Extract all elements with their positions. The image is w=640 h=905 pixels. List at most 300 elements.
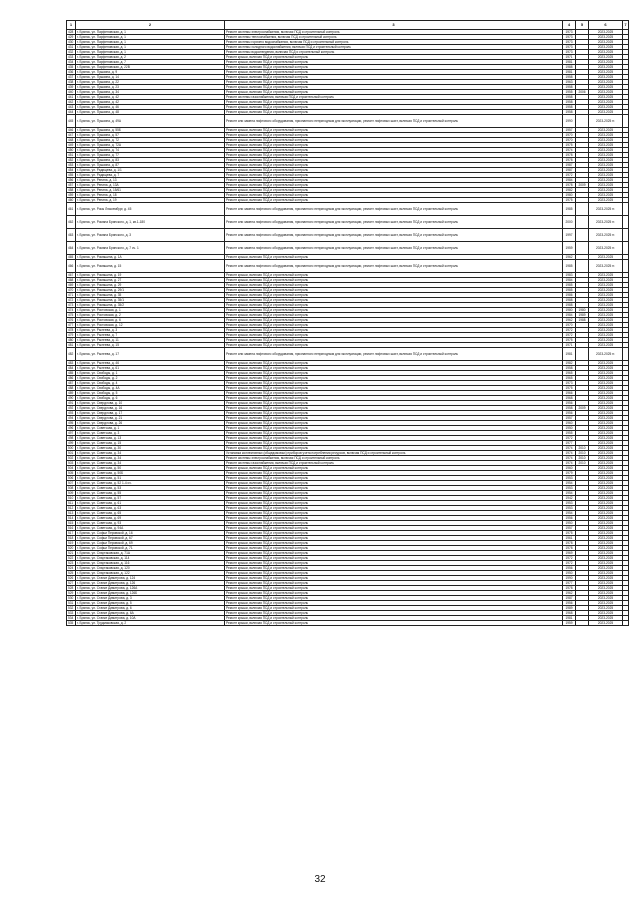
row-address: г. Брянск, ул. Советская, д. 93 [76, 521, 225, 526]
row-year: 1988 [563, 298, 576, 303]
row-work-type: Ремонт крыши, включая ПСД и строительный контроль [225, 361, 563, 366]
row-period: 2023-2025 [589, 85, 623, 90]
row-year: 1961 [563, 536, 576, 541]
row-work-type: Ремонт крыши, включая ПСД и строительный контроль [225, 576, 563, 581]
row-period: 2023-2025 [589, 526, 623, 531]
row-work-type: Ремонт крыши, включая ПСД и строительный контроль [225, 611, 563, 616]
row-address: г. Брянск, ул. Советская, д. 69 [76, 516, 225, 521]
row-work-type: Ремонт крыши, включая ПСД и строительный контроль [225, 153, 563, 158]
row-number: 447 [67, 133, 76, 138]
row-year: 1990 [563, 576, 576, 581]
row-period: 2023-2025 [589, 511, 623, 516]
row-address: г. Брянск, ул. Свободы, д. 1 [76, 371, 225, 376]
row-year: 1970 [563, 323, 576, 328]
row-address: г. Брянск, ул. Репина, д. 13А [76, 183, 225, 188]
row-work-type: Ремонт крыши, включая ПСД и строительный контроль [225, 128, 563, 133]
row-year: 1955 [563, 90, 576, 95]
row-year: 1969 [563, 551, 576, 556]
row-address: г. Брянск, ул. Пушкина, д. 57 [76, 133, 225, 138]
row-address: г. Брянск, ул. Пушкина, д. 14 [76, 75, 225, 80]
table-row [67, 203, 629, 216]
row-year: 1962 [563, 591, 576, 596]
row-period: 2023-2025 [589, 596, 623, 601]
row-work-type: Ремонт крыши, включая ПСД и строительный контроль [225, 318, 563, 323]
row-address: г. Брянск, ул. Станке Димитрова, д. 126 [76, 581, 225, 586]
row-number: 525 [67, 571, 76, 576]
row-period: 2023-2025 [589, 536, 623, 541]
row-year: 1972 [563, 436, 576, 441]
row-work-type: Ремонт крыши, включая ПСД и строительный контроль [225, 616, 563, 621]
row-year: 1965 [563, 376, 576, 381]
row-year: 1978 [563, 586, 576, 591]
row-extra [623, 203, 629, 216]
row-period: 2023-2025 [589, 546, 623, 551]
row-period: 2023-2025 [589, 476, 623, 481]
row-work-type: Ремонт крыши, включая ПСД и строительный контроль [225, 298, 563, 303]
row-number: 524 [67, 566, 76, 571]
row-period: 2023-2025 [589, 183, 623, 188]
row-address: г. Брянск, ул. Пушкина, д. 72 [76, 138, 225, 143]
row-number: 440 [67, 90, 76, 95]
row-number: 459 [67, 193, 76, 198]
row-number: 480 [67, 338, 76, 343]
row-address: г. Брянск, ул. Спартаковская, д. 71А [76, 551, 225, 556]
row-number: 517 [67, 531, 76, 536]
row-year: 1956 [563, 401, 576, 406]
row-period: 2023-2025 [589, 110, 623, 115]
row-period: 2023-2025 гг. [589, 203, 623, 216]
row-year-renovated: 2006 [576, 90, 589, 95]
row-year: 1968 [563, 611, 576, 616]
row-address: г. Брянск, ул. Ромашина, д. 15 [76, 260, 225, 273]
row-number: 429 [67, 35, 76, 40]
row-address: г. Брянск, ул. Станке Димитрова, д. 6А [76, 611, 225, 616]
row-number: 511 [67, 501, 76, 506]
row-address: г. Брянск, ул. Советская, д. 65 [76, 511, 225, 516]
row-year: 1978 [563, 546, 576, 551]
row-work-type: Ремонт крыши, включая ПСД и строительный контроль [225, 586, 563, 591]
row-year: 1985 [563, 288, 576, 293]
row-number: 431 [67, 45, 76, 50]
row-number: 458 [67, 188, 76, 193]
row-year: 1958 [563, 406, 576, 411]
row-year: 1965 [563, 371, 576, 376]
row-address: г. Брянск, ул. Парфеновская, д. 7 [76, 60, 225, 65]
row-work-type: Ремонт крыши, включая ПСД и строительный контроль [225, 416, 563, 421]
row-year: 1984 [563, 278, 576, 283]
row-year-renovated [576, 260, 589, 273]
row-work-type: Ремонт крыши, включая ПСД и строительный контроль [225, 376, 563, 381]
row-period: 2023-2025 [589, 100, 623, 105]
row-work-type: Ремонт крыши, включая ПСД и строительный контроль [225, 621, 563, 626]
row-number: 457 [67, 183, 76, 188]
row-period: 2023-2025 [589, 361, 623, 366]
row-year-renovated: 1980 [576, 308, 589, 313]
row-address: г. Брянск, ул. Станке Димитрова, д. 3 [76, 596, 225, 601]
row-work-type: Ремонт крыши, включая ПСД и строительный контроль [225, 255, 563, 260]
row-work-type: Ремонт крыши, включая ПСД и строительный контроль [225, 90, 563, 95]
row-work-type: Ремонт крыши, включая ПСД и строительный контроль [225, 386, 563, 391]
row-number: 468 [67, 278, 76, 283]
row-number: 442 [67, 100, 76, 105]
row-year: 1974 [563, 456, 576, 461]
row-year-renovated [576, 621, 589, 626]
row-address: г. Брянск, ул. Советская, д. 13 [76, 436, 225, 441]
row-number: 494 [67, 416, 76, 421]
row-period: 2023-2025 [589, 591, 623, 596]
row-year: 1987 [563, 596, 576, 601]
row-period: 2023-2025 [589, 396, 623, 401]
row-period: 2023-2025 [589, 456, 623, 461]
row-number: 454 [67, 168, 76, 173]
row-period: 2023-2025 [589, 516, 623, 521]
row-address: г. Брянск, ул. Ростовская, д. 2 [76, 313, 225, 318]
row-period: 2023-2025 [589, 621, 623, 626]
row-address: г. Брянск, ул. Парфеновская, д. 2 [76, 55, 225, 60]
row-number: 464 [67, 242, 76, 255]
row-period: 2023-2025 [589, 70, 623, 75]
row-period: 2023-2025 [589, 90, 623, 95]
row-number: 482 [67, 348, 76, 361]
row-work-type: Ремонт крыши, включая ПСД и строительный контроль [225, 596, 563, 601]
row-work-type: Ремонт крыши, включая ПСД и строительный контроль [225, 501, 563, 506]
row-year: 1962 [563, 318, 576, 323]
row-period: 2023-2025 [589, 371, 623, 376]
row-work-type: Ремонт системы газоснабжения, включая ПСД и строительный контроль [225, 461, 563, 466]
row-number: 488 [67, 386, 76, 391]
row-period: 2023-2025 [589, 501, 623, 506]
row-address: г. Брянск, ул. Репина, д. 18 [76, 193, 225, 198]
row-work-type: Ремонт крыши, включая ПСД и строительный контроль [225, 591, 563, 596]
row-year: 1975 [563, 143, 576, 148]
row-number: 518 [67, 536, 76, 541]
row-year: 1975 [563, 338, 576, 343]
row-number: 455 [67, 173, 76, 178]
row-period: 2023-2025 [589, 133, 623, 138]
row-year: 1973 [563, 30, 576, 35]
row-year: 1980 [563, 193, 576, 198]
row-period: 2023-2025 [589, 581, 623, 586]
row-number: 465 [67, 255, 76, 260]
row-period: 2023-2025 [589, 566, 623, 571]
row-year: 1953 [563, 506, 576, 511]
row-address: г. Брянск, ул. Софьи Перовской, д. 71 [76, 546, 225, 551]
row-work-type: Ремонт крыши, включая ПСД и строительный контроль [225, 571, 563, 576]
row-number: 479 [67, 333, 76, 338]
row-number: 499 [67, 441, 76, 446]
row-period: 2023-2025 [589, 308, 623, 313]
row-period: 2023-2025 [589, 168, 623, 173]
row-work-type: Ремонт крыши, включая ПСД и строительный контроль [225, 526, 563, 531]
row-work-type: Ремонт системы электроснабжения, включая ПСД и строительный контроль [225, 456, 563, 461]
row-year: 1990 [563, 115, 576, 128]
row-work-type: Ремонт или замена лифтового оборудования, признанного непригодным для эксплуатации, ремонт лифтовых шахт, включая ПСД и строительный контроль [225, 260, 563, 273]
row-period: 2023-2025 [589, 586, 623, 591]
row-year-renovated: 2010 [576, 446, 589, 451]
row-number: 526 [67, 576, 76, 581]
row-address: г. Брянск, ул. Парфеновская, д. 1 [76, 40, 225, 45]
row-year: 1971 [563, 55, 576, 60]
row-number: 485 [67, 371, 76, 376]
row-number: 496 [67, 426, 76, 431]
row-address: г. Брянск, ул. Спартаковская, д. 120 [76, 566, 225, 571]
row-period: 2023-2025 [589, 376, 623, 381]
row-number: 510 [67, 496, 76, 501]
row-period: 2023-2025 гг. [589, 115, 623, 128]
row-year: 1957 [563, 416, 576, 421]
row-period: 2023-2025 [589, 333, 623, 338]
row-period: 2023-2025 [589, 431, 623, 436]
row-work-type: Ремонт крыши, включая ПСД и строительный контроль [225, 75, 563, 80]
row-address: г. Брянск, ул. Пушкина, д. 22 [76, 80, 225, 85]
row-address: г. Брянск, ул. Парфеновская, д. 1 [76, 35, 225, 40]
row-work-type: Ремонт крыши, включая ПСД и строительный контроль [225, 323, 563, 328]
row-number: 523 [67, 561, 76, 566]
row-address: г. Брянск, ул. Свердлова, д. 10 [76, 401, 225, 406]
row-work-type: Ремонт крыши, включая ПСД и строительный контроль [225, 426, 563, 431]
row-number: 448 [67, 138, 76, 143]
row-address: г. Брянск, ул. Советская, д. 63 [76, 506, 225, 511]
row-address: г. Брянск, ул. Советская, д. 61 [76, 501, 225, 506]
row-period: 2023-2025 [589, 173, 623, 178]
row-period: 2023-2025 [589, 381, 623, 386]
row-period: 2023-2025 [589, 561, 623, 566]
row-work-type: Ремонт крыши, включая ПСД и строительный контроль [225, 283, 563, 288]
repair-program-table [66, 20, 629, 626]
row-work-type: Ремонт крыши, включая ПСД и строительный контроль [225, 421, 563, 426]
row-year-renovated: 2009 [576, 183, 589, 188]
row-address: г. Брянск, ул. Парфеновская, д. 22В [76, 65, 225, 70]
row-period: 2023-2025 гг. [589, 229, 623, 242]
row-period: 2023-2025 [589, 138, 623, 143]
row-number: 450 [67, 148, 76, 153]
row-number: 514 [67, 516, 76, 521]
row-period: 2023-2025 [589, 75, 623, 80]
row-year: 1974 [563, 461, 576, 466]
row-year: 1975 [563, 531, 576, 536]
row-address: г. Брянск, ул. Спартаковская, д. 116 [76, 561, 225, 566]
row-work-type: Ремонт крыши, включая ПСД и строительный контроль [225, 391, 563, 396]
row-work-type: Ремонт крыши, включая ПСД и строительный контроль [225, 496, 563, 501]
row-number: 446 [67, 128, 76, 133]
row-work-type: Ремонт крыши, включая ПСД и строительный контроль [225, 476, 563, 481]
table-row [67, 621, 629, 626]
row-work-type: Ремонт крыши, включая ПСД и строительный контроль [225, 303, 563, 308]
row-address: г. Брянск, ул. Радищева, д. 7 [76, 173, 225, 178]
row-year: 1973 [563, 45, 576, 50]
row-year-renovated [576, 203, 589, 216]
row-year: 1989 [563, 606, 576, 611]
row-number: 476 [67, 318, 76, 323]
row-year: 1977 [563, 441, 576, 446]
row-year: 1981 [563, 70, 576, 75]
row-work-type: Ремонт крыши, включая ПСД и строительный контроль [225, 100, 563, 105]
row-period: 2023-2025 [589, 576, 623, 581]
row-period: 2023-2025 [589, 436, 623, 441]
row-period: 2023-2025 [589, 153, 623, 158]
row-year: 1985 [563, 203, 576, 216]
row-number: 531 [67, 601, 76, 606]
row-number: 513 [67, 511, 76, 516]
row-work-type: Ремонт системы газоснабжения, включая ПСД и строительный контроль [225, 95, 563, 100]
row-number: 492 [67, 406, 76, 411]
row-address: г. Брянск, ул. Ромашина, д. 29 [76, 283, 225, 288]
row-number: 478 [67, 328, 76, 333]
row-work-type: Ремонт крыши, включая ПСД и строительный контроль [225, 511, 563, 516]
row-address: г. Брянск, ул. Ростовская, д. 1 [76, 308, 225, 313]
row-number: 436 [67, 70, 76, 75]
row-year: 1956 [563, 516, 576, 521]
row-address: г. Брянск, ул. Советская, д. 57 [76, 496, 225, 501]
row-year: 1950 [563, 426, 576, 431]
row-work-type: Ремонт крыши, включая ПСД и строительный контроль [225, 138, 563, 143]
row-year: 1958 [563, 85, 576, 90]
row-period: 2023-2025 [589, 35, 623, 40]
row-year-renovated: 2010 [576, 456, 589, 461]
row-year: 1973 [563, 381, 576, 386]
row-number: 522 [67, 556, 76, 561]
row-year: 1962 [563, 255, 576, 260]
row-year: 1954 [563, 481, 576, 486]
row-period: 2023-2025 [589, 531, 623, 536]
row-work-type: Ремонт крыши, включая ПСД и строительный контроль [225, 516, 563, 521]
row-work-type: Ремонт крыши, включая ПСД и строительный контроль [225, 273, 563, 278]
table-row [67, 115, 629, 128]
row-work-type: Ремонт крыши, включая ПСД и строительный контроль [225, 308, 563, 313]
row-year: 1978 [563, 158, 576, 163]
row-address: г. Брянск, ул. Рокы Люксембург, д. 45 [76, 203, 225, 216]
row-number: 430 [67, 40, 76, 45]
row-address: г. Брянск, ул. Репина, д. 13 [76, 178, 225, 183]
row-address: г. Брянск, ул. Репина, д. 15/61 [76, 188, 225, 193]
row-work-type: Ремонт крыши, включая ПСД и строительный контроль [225, 556, 563, 561]
row-year: 1977 [563, 581, 576, 586]
row-address: г. Брянск, ул. Пушкина, д. 72А [76, 143, 225, 148]
row-period: 2023-2025 [589, 45, 623, 50]
row-period: 2023-2025 [589, 611, 623, 616]
row-address: г. Брянск, ул. Советская, д. 34 [76, 456, 225, 461]
row-year: 1960 [563, 421, 576, 426]
page-number: 32 [314, 874, 326, 885]
row-work-type: Ремонт крыши, включая ПСД и строительный контроль [225, 551, 563, 556]
row-number: 433 [67, 55, 76, 60]
row-work-type: Ремонт крыши, включая ПСД и строительный контроль [225, 183, 563, 188]
row-year-renovated [576, 242, 589, 255]
row-year-renovated [576, 348, 589, 361]
row-number: 475 [67, 313, 76, 318]
row-period: 2023-2025 [589, 556, 623, 561]
row-period: 2023-2025 [589, 471, 623, 476]
row-year: 1950 [563, 521, 576, 526]
row-number: 534 [67, 616, 76, 621]
row-year: 1978 [563, 153, 576, 158]
row-address: г. Брянск, ул. Пушкина, д. 42 [76, 95, 225, 100]
row-address: г. Брянск, ул. Свободы, д. 5 [76, 391, 225, 396]
row-number: 504 [67, 466, 76, 471]
row-year: 1957 [563, 526, 576, 531]
row-period: 2023-2025 [589, 451, 623, 456]
row-year: 1973 [563, 40, 576, 45]
row-year: 1950 [563, 571, 576, 576]
row-year: 1972 [563, 328, 576, 333]
row-work-type: Ремонт или замена лифтового оборудования, признанного непригодным для эксплуатации, ремонт лифтовых шахт, включая ПСД и строительный контроль [225, 348, 563, 361]
row-year: 1979 [563, 471, 576, 476]
row-address: г. Брянск, ул. Советская, д. 52 1-4 сч. [76, 481, 225, 486]
row-period: 2023-2025 [589, 30, 623, 35]
row-year: 1988 [563, 65, 576, 70]
row-address: г. Брянск, ул. Советская, д. 30 [76, 446, 225, 451]
row-period: 2023-2025 [589, 328, 623, 333]
row-period: 2023-2025 [589, 323, 623, 328]
row-address: г. Брянск, ул. Пушкина, д. 34 [76, 90, 225, 95]
row-year: 1973 [563, 35, 576, 40]
row-work-type: Ремонт крыши, включая ПСД и строительный контроль [225, 293, 563, 298]
row-number: 462 [67, 216, 76, 229]
row-period: 2023-2025 [589, 60, 623, 65]
row-period: 2023-2025 гг. [589, 260, 623, 273]
row-year: 1983 [563, 273, 576, 278]
row-period: 2023-2025 [589, 273, 623, 278]
row-period: 2023-2025 [589, 298, 623, 303]
row-address: г. Брянск, ул. Ромашина, д. 35 [76, 293, 225, 298]
row-work-type: Ремонт или замена лифтового оборудования, признанного непригодным для эксплуатации, ремонт лифтовых шахт, включая ПСД и строительный контроль [225, 203, 563, 216]
row-address: г. Брянск, ул. Пушкина, д. 46 [76, 105, 225, 110]
row-year: 1955 [563, 431, 576, 436]
row-work-type: Ремонт крыши, включая ПСД и строительный контроль [225, 411, 563, 416]
row-number: 497 [67, 431, 76, 436]
row-year-renovated: 1989 [576, 313, 589, 318]
row-year: 1972 [563, 556, 576, 561]
row-work-type: Ремонт крыши, включая ПСД и строительный контроль [225, 371, 563, 376]
row-number: 451 [67, 153, 76, 158]
row-address: г. Брянск, ул. Ромашина, д. 29/1 [76, 288, 225, 293]
row-year: 1984 [563, 313, 576, 318]
row-address: г. Брянск, ул. Станке Димитрова, д. 126А [76, 586, 225, 591]
table-header-row [67, 21, 629, 30]
row-number: 489 [67, 391, 76, 396]
row-work-type: Ремонт крыши, включая ПСД и строительный контроль [225, 466, 563, 471]
row-work-type: Ремонт или замена лифтового оборудования, признанного непригодным для эксплуатации, ремонт лифтовых шахт, включая ПСД и строительный контроль [225, 242, 563, 255]
row-address: г. Брянск, ул. Станке Димитрова, д. 6 [76, 606, 225, 611]
row-address: г. Брянск, ул. Репина, д. 19 [76, 198, 225, 203]
row-period: 2023-2025 [589, 466, 623, 471]
header-col-4: 4 [563, 21, 576, 30]
row-period: 2023-2025 [589, 158, 623, 163]
row-work-type: Ремонт крыши, включая ПСД и строительный контроль [225, 441, 563, 446]
row-work-type: Ремонт крыши, включая ПСД и строительный контроль [225, 536, 563, 541]
row-address: г. Брянск, ул. Ростовская, д. 12 [76, 323, 225, 328]
row-extra [623, 348, 629, 361]
row-period: 2023-2025 [589, 65, 623, 70]
row-address: г. Брянск, ул. Свердлова, д. 17 [76, 411, 225, 416]
row-year: 1966 [563, 391, 576, 396]
row-address: г. Брянск, ул. Софьи Перовской, д. 16 [76, 531, 225, 536]
row-year: 1985 [563, 260, 576, 273]
row-number: 507 [67, 481, 76, 486]
row-year: 1963 [563, 80, 576, 85]
row-year: 1974 [563, 446, 576, 451]
row-work-type: Ремонт крыши, включая ПСД и строительный контроль [225, 446, 563, 451]
row-address: г. Брянск, ул. Станке Димитрова, д. 5 [76, 601, 225, 606]
row-number: 483 [67, 361, 76, 366]
row-year: 1982 [563, 188, 576, 193]
row-number: 463 [67, 229, 76, 242]
row-period: 2023-2025 [589, 80, 623, 85]
row-number: 428 [67, 30, 76, 35]
row-number: 533 [67, 611, 76, 616]
row-work-type: Ремонт крыши, включая ПСД и строительный контроль [225, 178, 563, 183]
row-year: 1953 [563, 476, 576, 481]
